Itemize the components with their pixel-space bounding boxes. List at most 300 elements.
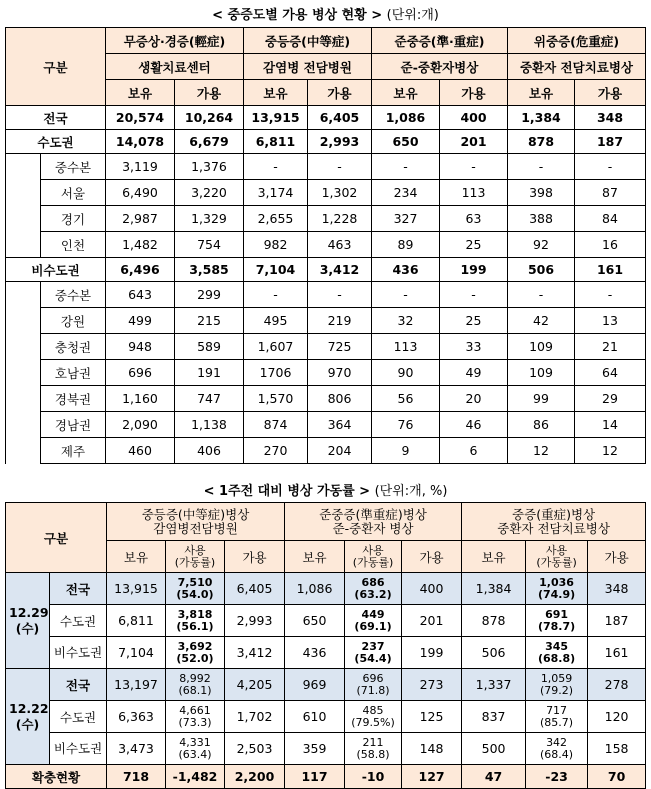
row-label: 경남권: [41, 412, 106, 438]
cell-have: 359: [285, 733, 345, 765]
table-cell: 113: [372, 334, 440, 360]
row-label: 전국: [50, 573, 107, 605]
table-cell: 86: [508, 412, 575, 438]
table-cell: 982: [244, 232, 308, 258]
table-cell: 42: [508, 308, 575, 334]
cell-have: 6,811: [107, 605, 166, 637]
table-cell: 327: [372, 206, 440, 232]
bed-utilization-table: [5, 502, 646, 789]
row-label: 충청권: [41, 334, 106, 360]
cell-use-count: 8,992: [179, 671, 211, 685]
table-row: [6, 438, 646, 464]
table-row: [6, 130, 646, 154]
t2-sub-avail: 가용: [402, 541, 462, 573]
table-cell: 109: [508, 334, 575, 360]
cell-use-rate: (78.7): [537, 619, 576, 633]
row-label: 비수도권: [6, 258, 106, 282]
table-cell: 87: [575, 180, 646, 206]
row-date-day: 12.29: [9, 604, 49, 620]
row-label: 중수본: [41, 154, 106, 180]
t2-sub-avail: 가용: [588, 541, 646, 573]
table-cell: 1,329: [175, 206, 244, 232]
cell-have: 969: [285, 669, 345, 701]
cell-use-count: 3,692: [177, 639, 213, 653]
table-row: [6, 573, 646, 605]
t2-sub-have: 보유: [107, 541, 166, 573]
table-cell: 3,119: [106, 154, 175, 180]
cell-have: 1,384: [462, 573, 526, 605]
summary-label: 확충현황: [6, 765, 107, 789]
cell-have: 837: [462, 701, 526, 733]
table-cell: 199: [440, 258, 508, 282]
table-cell: -: [372, 282, 440, 308]
summary-cell: 70: [588, 765, 646, 789]
row-label: 강원: [41, 308, 106, 334]
cell-have: 1,337: [462, 669, 526, 701]
cell-avail: 161: [588, 637, 646, 669]
t2-group-header: 구분: [6, 503, 107, 573]
table-row: [6, 154, 646, 180]
table-cell: 436: [372, 258, 440, 282]
cell-use: [166, 669, 225, 701]
row-date: [6, 669, 50, 765]
table-cell: 1706: [244, 360, 308, 386]
table-cell: 506: [508, 258, 575, 282]
table-cell: 398: [508, 180, 575, 206]
table-cell: 90: [372, 360, 440, 386]
table-cell: 6: [440, 438, 508, 464]
table-cell: 14: [575, 412, 646, 438]
cell-use-count: 686: [361, 575, 385, 589]
table-cell: 25: [440, 232, 508, 258]
t1-sub-have: 보유: [508, 80, 575, 106]
t2-sub-use-label: 사용: [545, 543, 568, 557]
cell-avail: 4,205: [225, 669, 285, 701]
cell-use: [345, 669, 402, 701]
table-cell: 2,987: [106, 206, 175, 232]
table1-title-wrap: [0, 4, 651, 23]
table-row: [6, 733, 646, 765]
t2-header-moderate: [107, 503, 285, 541]
cell-use-count: 696: [362, 671, 384, 685]
cell-avail: 158: [588, 733, 646, 765]
summary-cell: 47: [462, 765, 526, 789]
cell-use: [526, 605, 588, 637]
table-cell: 204: [308, 438, 372, 464]
cell-have: 436: [285, 637, 345, 669]
cell-use: [526, 733, 588, 765]
cell-use: [166, 701, 225, 733]
table-cell: 14,078: [106, 130, 175, 154]
cell-use-rate: (71.8): [356, 683, 390, 697]
cell-use-count: 3,818: [177, 607, 213, 621]
table-row: [6, 412, 646, 438]
table-cell: 9: [372, 438, 440, 464]
table-cell: 754: [175, 232, 244, 258]
cell-have: 1,086: [285, 573, 345, 605]
cell-use-rate: (73.3): [178, 715, 212, 729]
t2-header-line2: 준-중환자 병상: [332, 520, 414, 536]
cell-have: 13,197: [107, 669, 166, 701]
table-cell: -: [308, 154, 372, 180]
table-cell: 99: [508, 386, 575, 412]
table1-unit: (단위:개): [386, 8, 439, 23]
table-cell: 234: [372, 180, 440, 206]
table-cell: 64: [575, 360, 646, 386]
table-cell: 7,104: [244, 258, 308, 282]
table-cell: 3,174: [244, 180, 308, 206]
table-cell: 1,384: [508, 106, 575, 130]
table-cell: 29: [575, 386, 646, 412]
t1-header-facility: 중환자 전담치료병상: [508, 54, 646, 80]
cell-use-rate: (63.4): [178, 747, 212, 761]
table-cell: 696: [106, 360, 175, 386]
cell-have: 610: [285, 701, 345, 733]
table2-title: < 1주전 대비 병상 가동률 >: [203, 484, 371, 499]
cell-have: 650: [285, 605, 345, 637]
cell-use: [526, 573, 588, 605]
t1-sub-avail: 가용: [175, 80, 244, 106]
row-label: 수도권: [6, 130, 106, 154]
summary-cell: 127: [402, 765, 462, 789]
t2-header-line1: 준중증(準重症)병상: [319, 506, 427, 522]
t2-header-line2: 감염병전담병원: [153, 520, 238, 536]
summary-cell: 2,200: [225, 765, 285, 789]
t2-header-line1: 중등증(中等症)병상: [141, 506, 250, 522]
t2-sub-use-rate: (가동률): [352, 555, 394, 569]
table-cell: -: [440, 154, 508, 180]
cell-use: [345, 637, 402, 669]
t2-sub-use: [345, 541, 402, 573]
cell-use: [166, 733, 225, 765]
table-cell: 33: [440, 334, 508, 360]
table-cell: 650: [372, 130, 440, 154]
table-cell: 76: [372, 412, 440, 438]
table-cell: 499: [106, 308, 175, 334]
cell-have: 6,363: [107, 701, 166, 733]
summary-cell: 718: [107, 765, 166, 789]
table-cell: 6,405: [308, 106, 372, 130]
table-cell: 215: [175, 308, 244, 334]
cell-use: [166, 573, 225, 605]
row-indent-spacer: [6, 282, 41, 464]
table-cell: 32: [372, 308, 440, 334]
table-row: [6, 282, 646, 308]
cell-avail: 187: [588, 605, 646, 637]
row-indent-spacer: [6, 154, 41, 258]
row-label: 인천: [41, 232, 106, 258]
cell-use-rate: (79.5%): [351, 715, 395, 729]
table-cell: 219: [308, 308, 372, 334]
table-cell: 3,412: [308, 258, 372, 282]
table-cell: -: [508, 154, 575, 180]
table-cell: 299: [175, 282, 244, 308]
table-cell: 270: [244, 438, 308, 464]
table-cell: 364: [308, 412, 372, 438]
cell-have: 3,473: [107, 733, 166, 765]
t1-header-facility: 생활치료센터: [106, 54, 244, 80]
summary-cell: -10: [345, 765, 402, 789]
cell-use-count: 211: [362, 735, 384, 749]
table-cell: 463: [308, 232, 372, 258]
cell-use-count: 691: [545, 607, 569, 621]
table-cell: -: [575, 282, 646, 308]
table-cell: 460: [106, 438, 175, 464]
t2-header-semicritical: [285, 503, 462, 541]
row-label: 경기: [41, 206, 106, 232]
cell-use-rate: (85.7): [540, 715, 574, 729]
table-cell: -: [244, 154, 308, 180]
t2-header-line2: 중환자 전담치료병상: [497, 520, 610, 536]
cell-avail: 2,993: [225, 605, 285, 637]
cell-avail: 148: [402, 733, 462, 765]
row-label: 제주: [41, 438, 106, 464]
cell-use-count: 237: [361, 639, 385, 653]
cell-use-count: 345: [545, 639, 569, 653]
row-date: [6, 573, 50, 669]
table-cell: 3,585: [175, 258, 244, 282]
t1-sub-have: 보유: [106, 80, 175, 106]
table1-title: < 중증도별 가용 병상 현황 >: [212, 8, 383, 23]
table-cell: -: [244, 282, 308, 308]
table-cell: 348: [575, 106, 646, 130]
table-cell: 1,570: [244, 386, 308, 412]
cell-use: [526, 701, 588, 733]
table-row: [6, 386, 646, 412]
table-row: [6, 669, 646, 701]
row-date-day: 12.22: [9, 700, 49, 716]
table-cell: 589: [175, 334, 244, 360]
cell-use-rate: (68.4): [540, 747, 574, 761]
table-row: [6, 232, 646, 258]
table-cell: 10,264: [175, 106, 244, 130]
row-label: 호남권: [41, 360, 106, 386]
row-label: 경북권: [41, 386, 106, 412]
table-cell: 21: [575, 334, 646, 360]
row-label: 중수본: [41, 282, 106, 308]
cell-use-rate: (63.2): [354, 587, 392, 601]
row-label: 수도권: [50, 701, 107, 733]
table-row: [6, 106, 646, 130]
cell-use-rate: (52.0): [176, 651, 214, 665]
row-label: 비수도권: [50, 733, 107, 765]
cell-avail: 120: [588, 701, 646, 733]
cell-use-rate: (54.4): [354, 651, 392, 665]
t2-header-critical: [462, 503, 646, 541]
t1-header-facility: 준-중환자병상: [372, 54, 508, 80]
cell-avail: 199: [402, 637, 462, 669]
cell-use-rate: (68.1): [178, 683, 212, 697]
cell-use-rate: (56.1): [176, 619, 214, 633]
cell-use: [526, 669, 588, 701]
cell-use: [526, 637, 588, 669]
cell-avail: 125: [402, 701, 462, 733]
t2-header-line1: 중증(重症)병상: [512, 506, 596, 522]
table-cell: -: [508, 282, 575, 308]
cell-use: [345, 733, 402, 765]
t2-sub-use: [166, 541, 225, 573]
cell-have: 506: [462, 637, 526, 669]
table-cell: 89: [372, 232, 440, 258]
table-cell: 874: [244, 412, 308, 438]
table-cell: 84: [575, 206, 646, 232]
table-row: [6, 360, 646, 386]
t2-sub-use-rate: (가동률): [174, 555, 216, 569]
table-cell: 1,376: [175, 154, 244, 180]
t1-header-level: 중등증(中等症): [244, 28, 372, 54]
table-cell: 12: [575, 438, 646, 464]
cell-avail: 6,405: [225, 573, 285, 605]
cell-use-rate: (69.1): [354, 619, 392, 633]
table-cell: 187: [575, 130, 646, 154]
cell-avail: 348: [588, 573, 646, 605]
table-cell: 1,607: [244, 334, 308, 360]
cell-have: 13,915: [107, 573, 166, 605]
table-cell: 12: [508, 438, 575, 464]
t2-sub-use-label: 사용: [362, 543, 384, 557]
table-cell: 6,679: [175, 130, 244, 154]
t1-sub-have: 보유: [372, 80, 440, 106]
row-label: 전국: [6, 106, 106, 130]
table-cell: 56: [372, 386, 440, 412]
row-date-weekday: (수): [15, 620, 40, 636]
table-cell: 6,811: [244, 130, 308, 154]
cell-use-count: 1,036: [539, 575, 574, 589]
table-row: [6, 701, 646, 733]
table-cell: 49: [440, 360, 508, 386]
table-cell: 1,138: [175, 412, 244, 438]
cell-use-count: 4,661: [179, 703, 211, 717]
cell-use-rate: (58.8): [356, 747, 390, 761]
cell-use-count: 342: [546, 735, 568, 749]
cell-avail: 273: [402, 669, 462, 701]
table-cell: 747: [175, 386, 244, 412]
cell-avail: 201: [402, 605, 462, 637]
table-cell: 3,220: [175, 180, 244, 206]
t2-sub-have: 보유: [285, 541, 345, 573]
t2-sub-avail: 가용: [225, 541, 285, 573]
summary-cell: -1,482: [166, 765, 225, 789]
row-label: 비수도권: [50, 637, 107, 669]
table-cell: 20,574: [106, 106, 175, 130]
table-row: [6, 334, 646, 360]
table-cell: 948: [106, 334, 175, 360]
table-row: [6, 308, 646, 334]
t2-sub-have: 보유: [462, 541, 526, 573]
table-cell: -: [372, 154, 440, 180]
table2-title-wrap: [0, 480, 651, 499]
t2-sub-use: [526, 541, 588, 573]
table-cell: 13,915: [244, 106, 308, 130]
cell-avail: 1,702: [225, 701, 285, 733]
table-cell: 400: [440, 106, 508, 130]
table-row: [6, 605, 646, 637]
table-cell: 878: [508, 130, 575, 154]
table-cell: 109: [508, 360, 575, 386]
table-cell: 1,482: [106, 232, 175, 258]
cell-avail: 2,503: [225, 733, 285, 765]
table-cell: 806: [308, 386, 372, 412]
cell-use-rate: (74.9): [537, 587, 576, 601]
table2-unit: (단위:개, %): [374, 484, 448, 499]
t1-header-facility: 감염병 전담병원: [244, 54, 372, 80]
table-cell: -: [308, 282, 372, 308]
table-cell: 725: [308, 334, 372, 360]
cell-use-count: 485: [362, 703, 384, 717]
cell-use: [345, 573, 402, 605]
table-cell: 406: [175, 438, 244, 464]
table-cell: 63: [440, 206, 508, 232]
row-date-weekday: (수): [15, 716, 40, 732]
table-cell: 16: [575, 232, 646, 258]
t1-header-level: 위중증(危重症): [508, 28, 646, 54]
table-cell: 6,490: [106, 180, 175, 206]
table-cell: 20: [440, 386, 508, 412]
table-cell: -: [440, 282, 508, 308]
cell-use: [166, 605, 225, 637]
t1-sub-have: 보유: [244, 80, 308, 106]
table-cell: 161: [575, 258, 646, 282]
summary-cell: -23: [526, 765, 588, 789]
table-cell: 495: [244, 308, 308, 334]
cell-have: 500: [462, 733, 526, 765]
table-cell: 2,655: [244, 206, 308, 232]
bed-status-table: [5, 27, 646, 464]
table-cell: 6,496: [106, 258, 175, 282]
table-cell: 1,086: [372, 106, 440, 130]
cell-use-count: 717: [546, 703, 568, 717]
table-cell: -: [575, 154, 646, 180]
table-cell: 1,302: [308, 180, 372, 206]
table-cell: 643: [106, 282, 175, 308]
cell-use-count: 4,331: [179, 735, 211, 749]
table-cell: 2,090: [106, 412, 175, 438]
cell-use-rate: (54.0): [176, 587, 214, 601]
table-cell: 113: [440, 180, 508, 206]
cell-have: 7,104: [107, 637, 166, 669]
cell-avail: 3,412: [225, 637, 285, 669]
summary-row: [6, 765, 646, 789]
t1-sub-avail: 가용: [440, 80, 508, 106]
cell-use: [345, 605, 402, 637]
cell-use: [345, 701, 402, 733]
cell-have: 878: [462, 605, 526, 637]
summary-cell: 117: [285, 765, 345, 789]
cell-use-rate: (68.8): [537, 651, 576, 665]
cell-use-rate: (79.2): [540, 683, 574, 697]
row-label: 서울: [41, 180, 106, 206]
table-cell: 388: [508, 206, 575, 232]
t1-header-level: 무증상·경증(輕症): [106, 28, 244, 54]
row-label: 전국: [50, 669, 107, 701]
row-label: 수도권: [50, 605, 107, 637]
cell-avail: 278: [588, 669, 646, 701]
cell-use-count: 1,059: [540, 671, 573, 685]
t2-sub-use-rate: (가동률): [536, 555, 577, 569]
table-cell: 191: [175, 360, 244, 386]
cell-use-count: 7,510: [177, 575, 213, 589]
table-cell: 2,993: [308, 130, 372, 154]
table-cell: 1,160: [106, 386, 175, 412]
t2-sub-use-label: 사용: [184, 543, 206, 557]
t1-sub-avail: 가용: [575, 80, 646, 106]
table-row: [6, 637, 646, 669]
t1-header-level: 준중증(準·重症): [372, 28, 508, 54]
table-cell: 1,228: [308, 206, 372, 232]
table-cell: 25: [440, 308, 508, 334]
t1-group-header: 구분: [6, 28, 106, 106]
t1-sub-avail: 가용: [308, 80, 372, 106]
